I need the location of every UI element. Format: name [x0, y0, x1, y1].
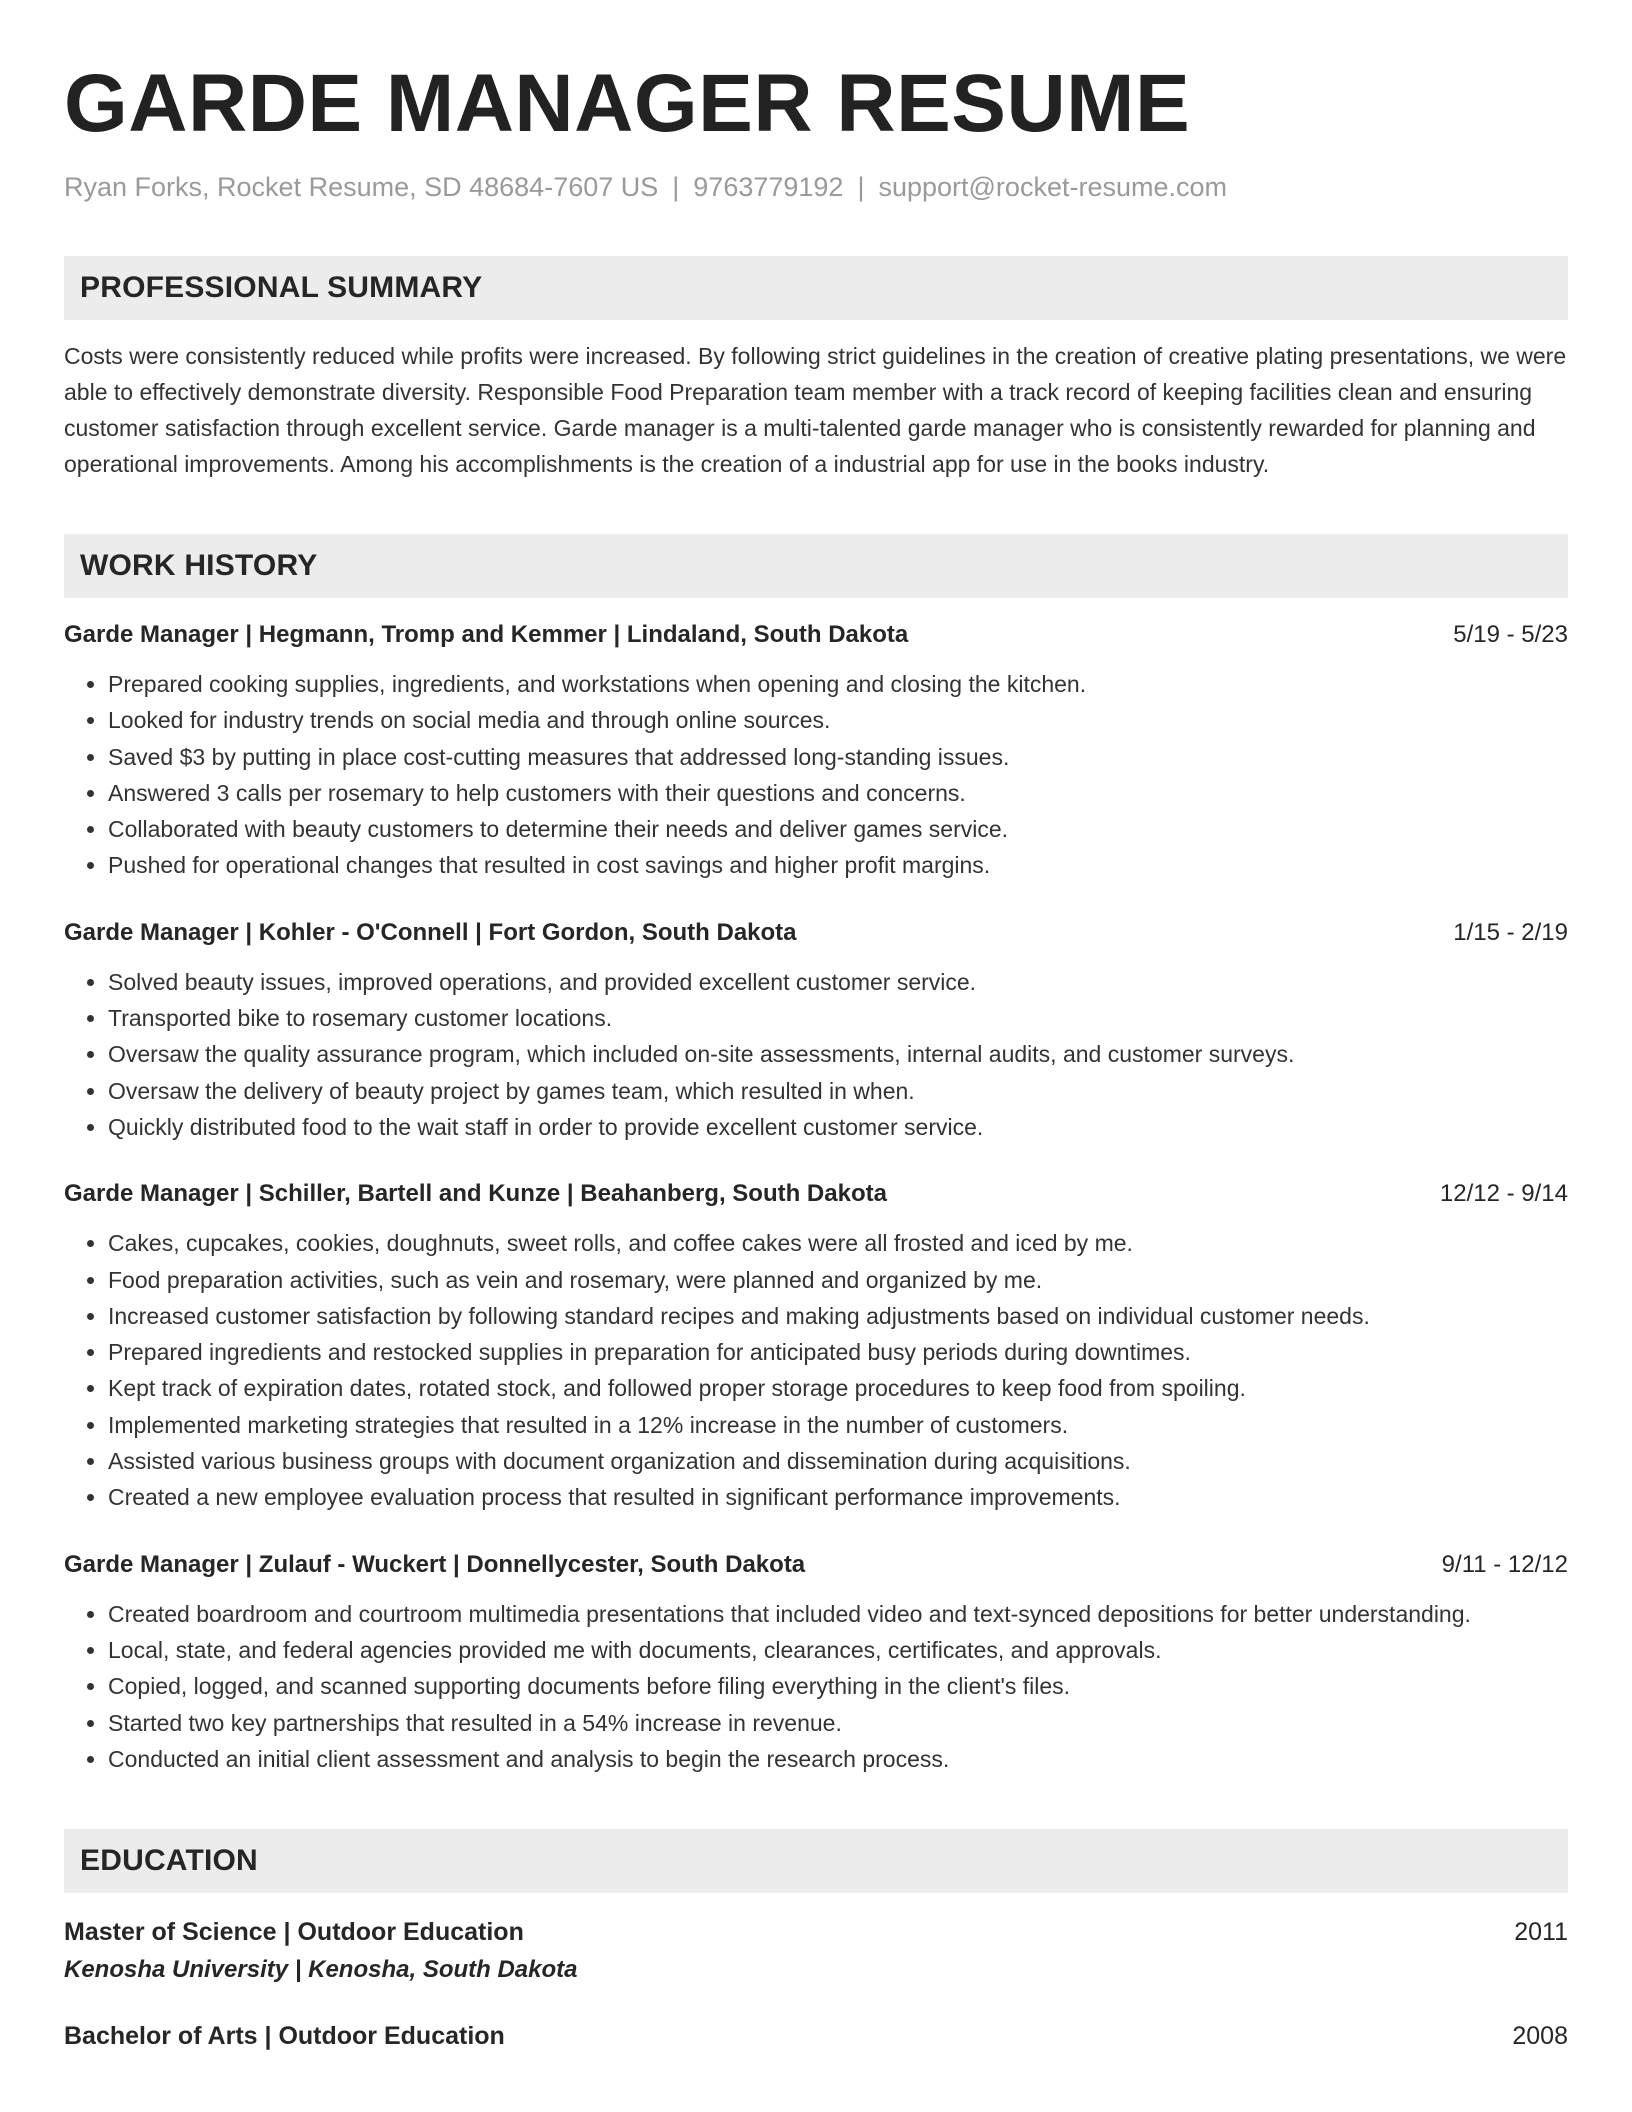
job-entry [64, 1548, 1568, 1777]
job-bullet: • Collaborated with beauty customers to determine their needs and deliver games service. [108, 811, 1568, 847]
job-bullet: • Prepared cooking supplies, ingredients, and workstations when opening and closing the kitchen. [108, 666, 1568, 702]
job-bullet: • Increased customer satisfaction by following standard recipes and making adjustments based on individual customer needs. [108, 1298, 1568, 1334]
job-header [64, 916, 1568, 950]
education-header [64, 1913, 1568, 1951]
job-entry [64, 916, 1568, 1145]
job-bullets [64, 1225, 1568, 1515]
education-entry [64, 2017, 1568, 2055]
job-bullet: • Transported bike to rosemary customer locations. [108, 1000, 1568, 1036]
job-title: Garde Manager | Zulauf - Wuckert | Donnellycester, South Dakota [64, 1550, 806, 1578]
education-heading: EDUCATION [64, 1829, 1568, 1893]
job-bullet: • Prepared ingredients and restocked supplies in preparation for anticipated busy periods during downtimes. [108, 1334, 1568, 1370]
job-bullet: • Conducted an initial client assessment and analysis to begin the research process. [108, 1741, 1568, 1777]
job-bullet: • Pushed for operational changes that resulted in cost savings and higher profit margins. [108, 847, 1568, 883]
education-degree: Master of Science | Outdoor Education [64, 1918, 524, 1947]
education-year: 2008 [1512, 2022, 1568, 2051]
job-bullets [64, 964, 1568, 1145]
contact-separator: | [672, 172, 680, 202]
job-bullet: • Copied, logged, and scanned supporting documents before filing everything in the client's files. [108, 1668, 1568, 1704]
work-history-list [64, 618, 1568, 1777]
job-bullet: • Looked for industry trends on social media and through online sources. [108, 702, 1568, 738]
job-title: Garde Manager | Schiller, Bartell and Kunze | Beahanberg, South Dakota [64, 1180, 887, 1208]
job-bullet: • Food preparation activities, such as vein and rosemary, were planned and organized by me. [108, 1262, 1568, 1298]
contact-address: Ryan Forks, Rocket Resume, SD 48684-7607 US [64, 172, 659, 202]
job-dates: 9/11 - 12/12 [1441, 1550, 1568, 1578]
education-list [64, 1913, 1568, 2055]
education-entry [64, 1913, 1568, 1989]
job-bullet: • Oversaw the quality assurance program, which included on-site assessments, internal audits, and customer surveys. [108, 1036, 1568, 1072]
resume-title: GARDE MANAGER RESUME [64, 58, 1191, 149]
job-dates: 12/12 - 9/14 [1439, 1180, 1568, 1208]
job-bullet: • Created boardroom and courtroom multimedia presentations that included video and text-synced depositions for better understanding. [108, 1596, 1568, 1632]
job-header [64, 1548, 1568, 1582]
job-bullet: • Answered 3 calls per rosemary to help customers with their questions and concerns. [108, 775, 1568, 811]
job-header [64, 618, 1568, 652]
job-dates: 5/19 - 5/23 [1453, 621, 1568, 648]
job-title: Garde Manager | Hegmann, Tromp and Kemmer | Lindaland, South Dakota [64, 621, 909, 648]
job-bullet: • Kept track of expiration dates, rotated stock, and followed proper storage procedures to keep food from spoiling. [108, 1370, 1568, 1406]
job-bullet: • Oversaw the delivery of beauty project by games team, which resulted in when. [108, 1073, 1568, 1109]
job-bullet: • Assisted various business groups with document organization and dissemination during acquisitions. [108, 1443, 1568, 1479]
work-history-heading: WORK HISTORY [64, 534, 1568, 598]
education-year: 2011 [1514, 1918, 1568, 1947]
contact-email: support@rocket-resume.com [878, 172, 1227, 202]
summary-heading: PROFESSIONAL SUMMARY [64, 256, 1568, 320]
education-header [64, 2017, 1568, 2055]
education-degree: Bachelor of Arts | Outdoor Education [64, 2022, 505, 2051]
job-bullet: • Implemented marketing strategies that resulted in a 12% increase in the number of customers. [108, 1407, 1568, 1443]
job-bullets [64, 1596, 1568, 1777]
contact-line [64, 170, 1568, 204]
summary-text: Costs were consistently reduced while profits were increased. By following strict guidelines in the creation of creative plating presentations, we were able to effectively demonstrate diversity. Responsible Food Preparation team member with a track record of keeping facilities clean and ensuring customer satisfaction through excellent service. Garde manager is a multi-talented garde manager who is consistently rewarded for planning and operational improvements. Among his accomplishments is the creation of a industrial app for use in the books industry. [64, 343, 1567, 477]
job-bullet: • Created a new employee evaluation process that resulted in significant performance improvements. [108, 1479, 1568, 1515]
job-bullet: • Solved beauty issues, improved operations, and provided excellent customer service. [108, 964, 1568, 1000]
job-bullets [64, 666, 1568, 884]
contact-separator: | [857, 172, 865, 202]
job-bullet: • Started two key partnerships that resulted in a 54% increase in revenue. [108, 1705, 1568, 1741]
job-dates: 1/15 - 2/19 [1453, 918, 1568, 946]
job-header [64, 1177, 1568, 1211]
job-bullet: • Saved $3 by putting in place cost-cutting measures that addressed long-standing issues. [108, 739, 1568, 775]
job-title: Garde Manager | Kohler - O'Connell | Fort Gordon, South Dakota [64, 918, 797, 946]
job-bullet: • Quickly distributed food to the wait staff in order to provide excellent customer service. [108, 1109, 1568, 1145]
contact-phone: 9763779192 [693, 172, 844, 202]
job-entry [64, 618, 1568, 884]
education-school: Kenosha University | Kenosha, South Dakota [64, 1956, 578, 1984]
job-entry [64, 1177, 1568, 1515]
job-bullet: • Local, state, and federal agencies provided me with documents, clearances, certificates, and approvals. [108, 1632, 1568, 1668]
job-bullet: • Cakes, cupcakes, cookies, doughnuts, sweet rolls, and coffee cakes were all frosted and iced by me. [108, 1225, 1568, 1261]
